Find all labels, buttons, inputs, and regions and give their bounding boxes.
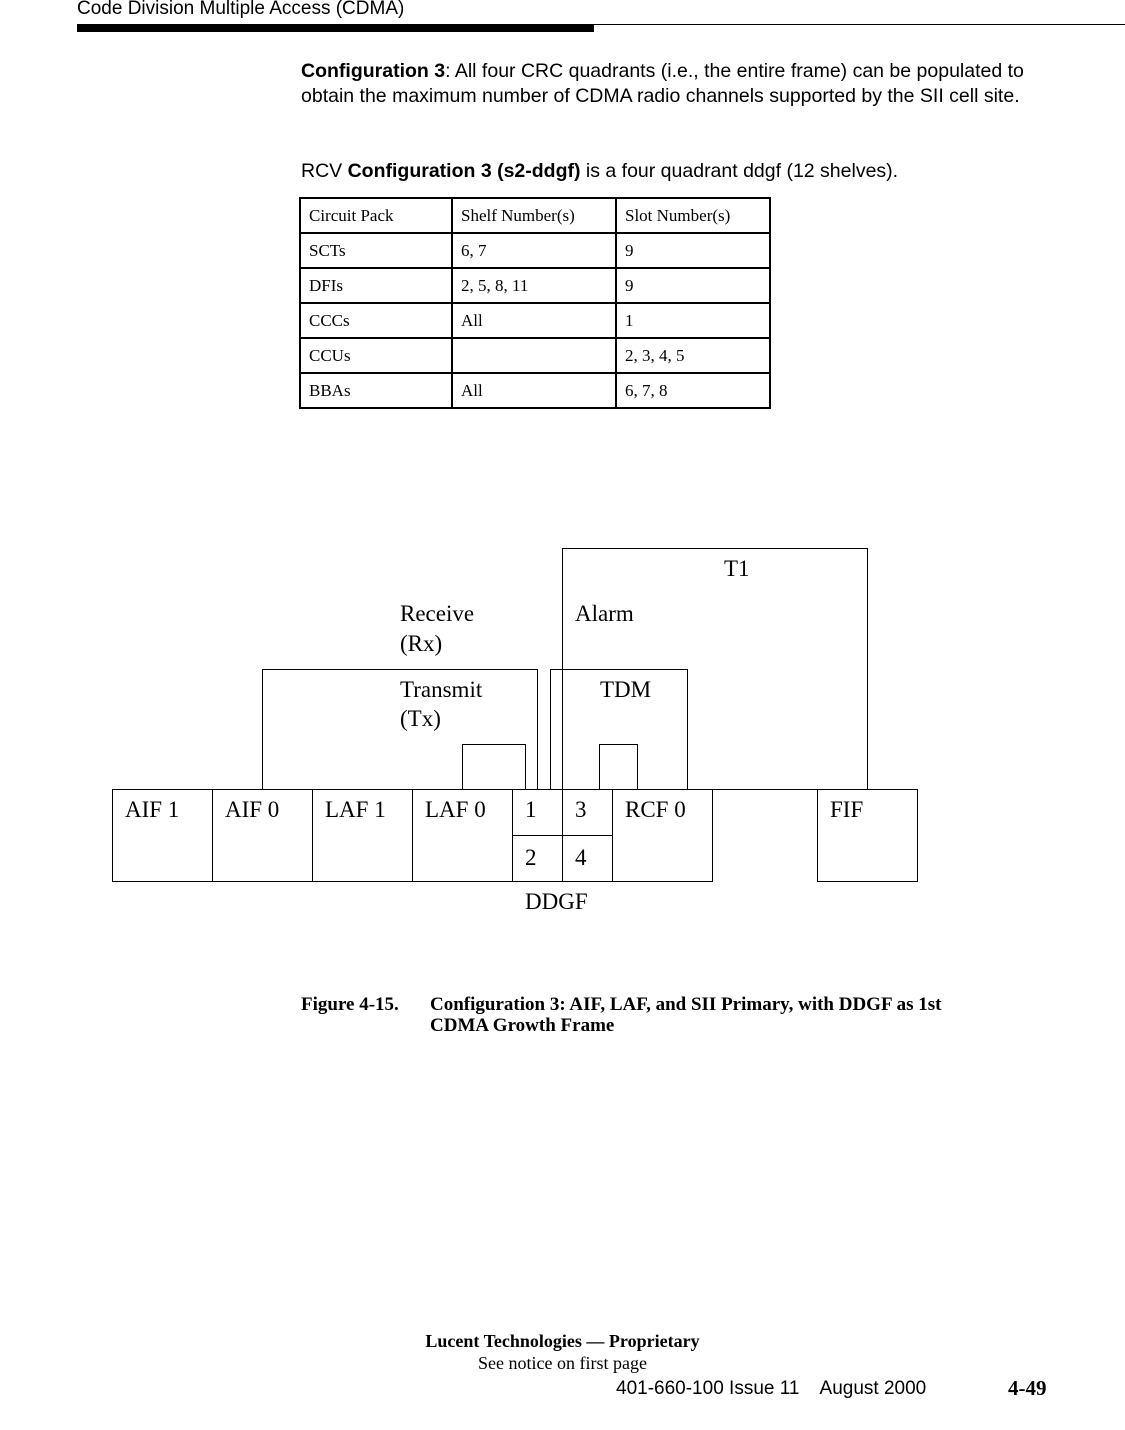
quadrant-1-label: 1 — [525, 797, 537, 822]
aif0-label: AIF 0 — [225, 797, 280, 822]
paragraph-suffix: is a four quadrant ddgf (12 shelves). — [580, 160, 899, 182]
quadrant-3-label: 3 — [575, 797, 587, 822]
table-cell: CCUs — [300, 338, 452, 373]
table-header-cell: Shelf Number(s) — [452, 198, 616, 233]
quadrant-3-box — [562, 789, 613, 836]
aif1-label: AIF 1 — [125, 797, 180, 822]
page-number: 4-49 — [1008, 1376, 1047, 1400]
transmit-label: Transmit — [400, 677, 483, 702]
figure-caption — [430, 994, 1050, 1036]
paragraph-bold-term: Configuration 3 — [301, 60, 446, 82]
paragraph-text: : All four CRC quadrants (i.e., the entire frame) can be populated to obtain the maximum number of CDMA radio channels supported by the SII cell site. — [301, 60, 1024, 107]
figure-number: Figure 4-15. — [301, 994, 399, 1015]
footer-doc-info: 401-660-100 Issue 11 August 2000 — [616, 1378, 927, 1399]
table-cell: 6, 7, 8 — [616, 373, 770, 408]
table-cell: 6, 7 — [452, 233, 616, 268]
header-rule-thick — [77, 24, 594, 32]
footer-notice: See notice on first page — [478, 1353, 647, 1373]
alarm-label: Alarm — [575, 601, 634, 626]
paragraph-configuration-3 — [301, 59, 1051, 109]
table-cell: DFIs — [300, 268, 452, 303]
transmit-connector-box — [462, 744, 526, 790]
table-cell: CCCs — [300, 303, 452, 338]
receive-label: Receive — [400, 601, 475, 626]
quadrant-2-label: 2 — [525, 845, 537, 870]
rcf0-label: RCF 0 — [625, 797, 686, 822]
paragraph-bold-term: Configuration 3 (s2-ddgf) — [347, 160, 581, 182]
table-cell: 2, 3, 4, 5 — [616, 338, 770, 373]
table-cell: SCTs — [300, 233, 452, 268]
table-row — [300, 233, 770, 268]
footer-company: Lucent Technologies — Proprietary — [425, 1331, 700, 1351]
table-row — [300, 303, 770, 338]
paragraph-rcv-configuration — [301, 159, 1051, 184]
ddgf-label: DDGF — [525, 889, 588, 914]
paragraph-prefix: RCV — [301, 160, 348, 182]
table-cell: All — [452, 303, 616, 338]
quadrant-4-box — [562, 835, 613, 882]
table-cell: 1 — [616, 303, 770, 338]
tdm-label: TDM — [600, 677, 652, 702]
t1-label: T1 — [724, 556, 750, 581]
figure-caption-line: Configuration 3: AIF, LAF, and SII Primary, with DDGF as 1st — [430, 994, 942, 1015]
table-cell — [452, 338, 616, 373]
tx-label: (Tx) — [400, 706, 441, 731]
quadrant-2-box — [512, 835, 563, 882]
quadrant-1-box — [512, 789, 563, 836]
rx-label: (Rx) — [400, 631, 443, 656]
table-row — [300, 373, 770, 408]
table-cell: 9 — [616, 268, 770, 303]
table-cell: 2, 5, 8, 11 — [452, 268, 616, 303]
running-header-title: Code Division Multiple Access (CDMA) — [77, 0, 405, 19]
tdm-connector-box — [599, 744, 638, 790]
table-header-row — [300, 198, 770, 233]
table-cell: 9 — [616, 233, 770, 268]
figure-caption-line: CDMA Growth Frame — [430, 1015, 615, 1036]
table-row — [300, 268, 770, 303]
laf0-label: LAF 0 — [425, 797, 486, 822]
table-cell: BBAs — [300, 373, 452, 408]
table-header-cell: Slot Number(s) — [616, 198, 770, 233]
circuit-pack-table — [299, 197, 771, 409]
table-cell: All — [452, 373, 616, 408]
laf1-label: LAF 1 — [325, 797, 386, 822]
table-row — [300, 338, 770, 373]
quadrant-4-label: 4 — [575, 845, 587, 870]
fif-label: FIF — [830, 797, 864, 822]
table-header-cell: Circuit Pack — [300, 198, 452, 233]
